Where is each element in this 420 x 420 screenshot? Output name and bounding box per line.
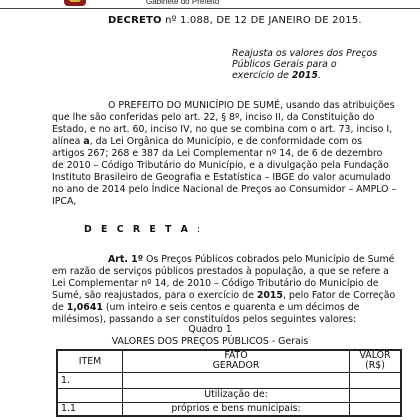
summary-year: 2015 [291,70,318,81]
article-1-label: Art. 1º [108,254,143,265]
decree-title-number: nº 1.088, DE 12 DE JANEIRO DE 2015. [161,15,362,26]
header-valor-line1: VALOR [359,350,391,362]
header-valor-line2: (R$) [365,360,385,372]
municipal-crest-icon [64,0,86,6]
table-row [57,402,401,416]
row-item: 1. [57,372,123,388]
public-prices-table [56,349,402,417]
preamble-text-2: , da Lei Orgânica do Município, e de conformidade com os artigos 267; 268 e 387 da Lei Complementar nº 14, de 6 de dezembro de 2010 – Código Tributário do Município, e a divulgação pela Fundação Instituto Brasileiro de Geografia e Estatística – IBGE do valor acumulado no ano de 2014 pelo Índice Nacional de Preços ao Consumidor – AMPLO – IPCA, [52,136,397,207]
article-1-text-1: Os Preços Públicos cobrados pelo Município de Sumé em razão de serviços públicos prestados à população, a que se refere a Lei Complementar nº 14, de 2010 – Código Tributário do Município de Sumé, são reajustados, para o exercício de [52,254,395,301]
row-fato: próprios e bens municipais: [123,402,350,416]
row-fato [123,372,350,388]
summary-end: . [317,70,321,81]
decree-title-label: DECRETO [108,15,162,26]
header-item: ITEM [57,350,123,372]
office-name: Gabinete do Prefeito [146,0,220,6]
row-item [57,388,123,402]
article-1-paragraph [52,254,397,326]
crest-emblem [69,0,81,2]
article-1-factor: 1,0641 [66,302,103,313]
decreta-colon: : [190,224,204,235]
row-item: 1.1 [57,402,123,416]
letterhead-bar [0,0,420,9]
row-valor [350,372,402,388]
summary-text: Reajusta os valores dos Preços Públicos Gerais para o exercício de [232,48,378,81]
row-valor [350,388,402,402]
table-row [57,372,401,388]
article-1-year: 2015 [256,290,283,301]
preamble-letter: a [83,136,90,147]
article-1-text-3: (um inteiro e seis centos e quarenta e um décimos de milésimos), passando a ser constituídos pelos seguintes valores: [52,302,360,325]
header-fato-line2: GERADOR [212,360,260,372]
header-fato-gerador [123,350,350,372]
header-fato-line1: FATO [224,350,248,362]
decree-title [108,15,362,26]
preamble-paragraph [52,100,397,208]
article-1-text-2: , pelo Fator de Correção de [52,290,396,313]
table-header-row [57,350,401,372]
table-caption-number: Quadro 1 [188,324,232,335]
decree-summary [232,48,380,81]
preamble-text-1: O PREFEITO DO MUNICÍPIO DE SUMÉ, usando das atribuições que lhe são conferidas pelo art. 22, § 8º, inciso II, da Constituição do Estado, e no art. 60, inciso IV, no que se combina com o art. 73, inciso I, alínea [52,100,395,147]
row-fato: Utilização de: [123,388,350,402]
header-valor [350,350,402,372]
decreta-heading [84,224,203,235]
table-caption-title: VALORES DOS PREÇOS PÚBLICOS - Gerais [111,336,309,347]
table-row [57,388,401,402]
row-valor [350,402,402,416]
decreta-word: D E C R E T A [84,224,191,235]
